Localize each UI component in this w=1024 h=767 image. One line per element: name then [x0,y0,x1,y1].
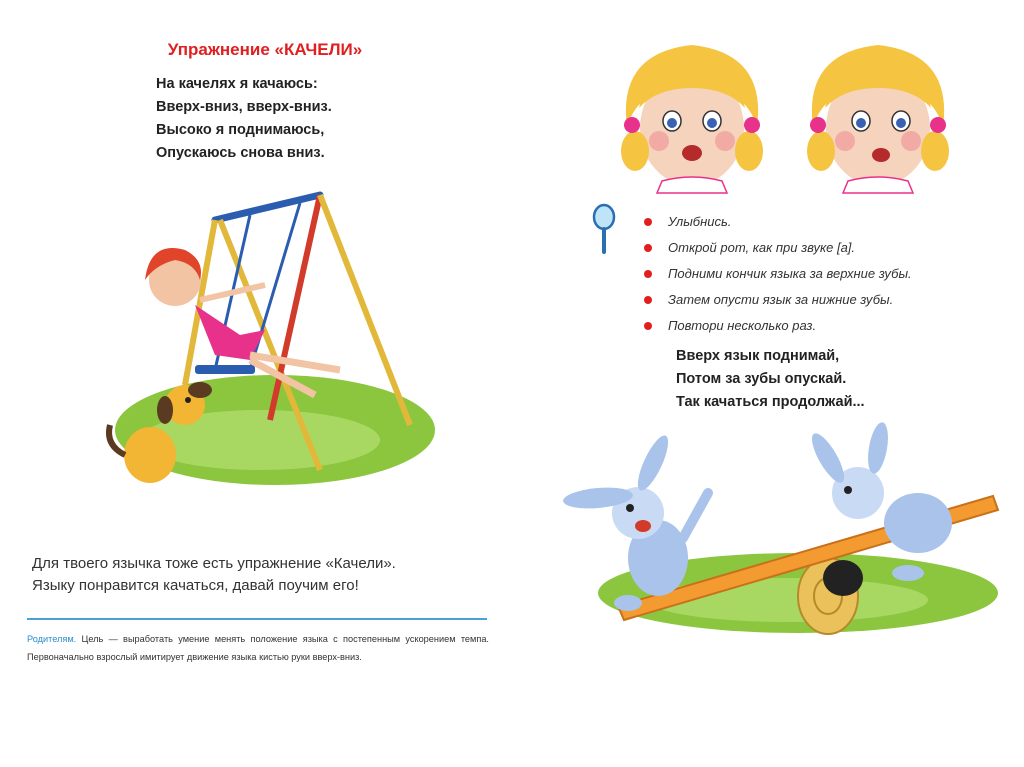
list-item [644,235,1014,261]
page-title: Упражнение «КАЧЕЛИ» [167,40,363,59]
poem-line: Так качаться продолжай... [676,394,865,410]
list-item [644,261,1014,287]
list-item [644,209,1014,235]
seesaw-illustration [558,428,1008,643]
poem-line: Опускаюсь снова вниз. [156,145,325,161]
list-item [644,313,1014,339]
bullet-icon [644,296,652,304]
body-text [32,553,502,597]
mirror-icon [592,204,616,256]
girl-face-illustration [803,33,953,193]
list-item [644,287,1014,313]
instruction-text: Открой рот, как при звуке [а]. [668,240,856,255]
swing-illustration [100,185,430,505]
instruction-text: Подними кончик языка за верхние зубы. [668,266,912,281]
parents-note-text: Цель — выработать умение менять положение языка с постепенным ускорением темпа. Первоначально взрослый имитирует движение языка кистью руки вверх-вниз. [27,634,489,662]
parents-note [27,630,489,666]
girl-face-illustration [617,33,767,193]
bullet-icon [644,322,652,330]
poem-line: На качелях я качаюсь: [156,76,318,92]
poem-left [156,73,416,165]
instruction-text: Затем опусти язык за нижние зубы. [668,292,894,307]
body-line: Для твоего язычка тоже есть упражнение «Качели». [32,555,396,572]
poem-right [676,345,936,414]
poem-line: Высоко я поднимаюсь, [156,122,325,138]
poem-line: Потом за зубы опускай. [676,371,847,387]
parents-note-lead: Родителям. [27,634,77,644]
instruction-list [644,209,1014,339]
bullet-icon [644,218,652,226]
bullet-icon [644,244,652,252]
body-line: Языку понравится качаться, давай поучим его! [32,577,359,594]
poem-line: Вверх-вниз, вверх-вниз. [156,99,332,115]
poem-line: Вверх язык поднимай, [676,348,840,364]
instruction-text: Улыбнись. [668,214,732,229]
bullet-icon [644,270,652,278]
instruction-text: Повтори несколько раз. [668,318,817,333]
divider [27,618,487,620]
